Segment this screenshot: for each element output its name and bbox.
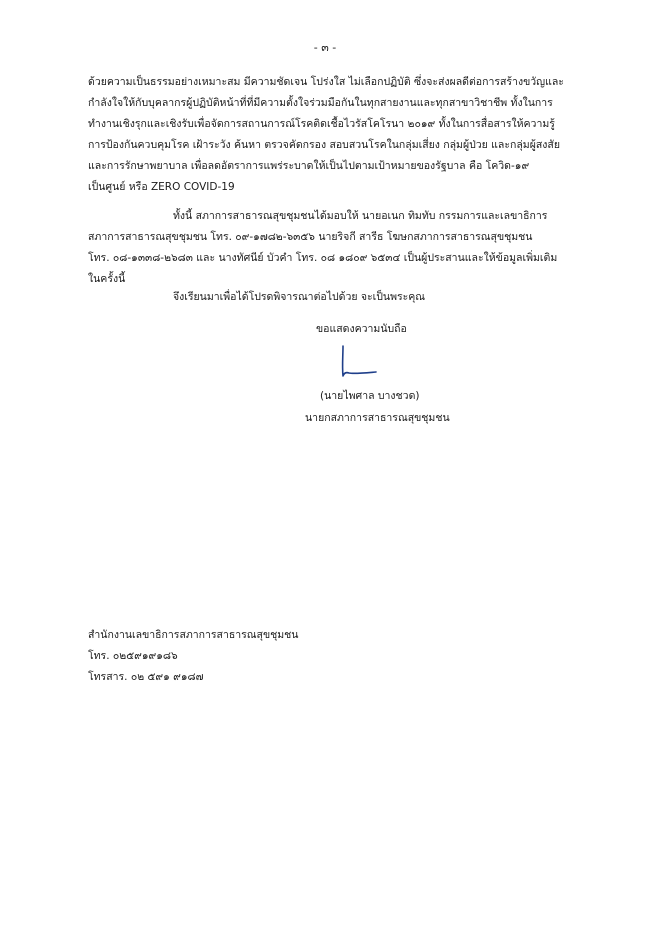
text-line: การป้องกันควบคุมโรค เฝ้าระวัง ค้นหา ตรวจคัดกรอง สอบสวนโรคในกลุ่มเสี่ยง กลุ่มผู้ป่วย และกลุ่มผู้สงสัย: [88, 139, 560, 151]
text-line: ในครั้งนี้: [88, 273, 126, 285]
closing-salutation: ขอแสดงความนับถือ: [316, 323, 407, 335]
signer-title: นายกสภาการสาธารณสุขชุมชน: [305, 412, 450, 424]
text-line: โทร. ๐๘-๑๓๓๘-๒๖๘๓ และ นางทัศนีย์ บัวคำ โทร. ๐๘ ๑๘๐๙ ๖๕๓๔ เป็นผู้ประสานและให้ข้อมูลเพิ่มเติม: [88, 252, 558, 264]
office-name: สำนักงานเลขาธิการสภาการสาธารณสุขชุมชน: [88, 629, 299, 641]
text-line: ด้วยความเป็นธรรมอย่างเหมาะสม มีความชัดเจน โปร่งใส ไม่เลือกปฏิบัติ ซึ่งจะส่งผลดีต่อการสร้างขวัญและ: [88, 76, 564, 88]
text-line: สภาการสาธารณสุขชุมชน โทร. ๐๙-๑๗๘๒-๖๓๕๖ นายริจกี สารีธ โฆษกสภาการสาธารณสุขชุมชน: [88, 231, 533, 243]
request-sentence: จึงเรียนมาเพื่อได้โปรดพิจารณาต่อไปด้วย จะเป็นพระคุณ: [173, 291, 426, 303]
office-contact-block: [88, 625, 299, 688]
handwritten-signature: [330, 342, 380, 382]
text-line: เป็นศูนย์ หรือ ZERO COVID-19: [88, 181, 235, 193]
text-line: กำลังใจให้กับบุคลากรผู้ปฏิบัติหน้าที่ที่มีความตั้งใจร่วมมือกันในทุกสายงานและทุกสาขาวิชาชีพ ทั้งในการ: [88, 97, 553, 109]
text-line: และการรักษาพยาบาล เพื่อลดอัตราการแพร่ระบาดให้เป็นไปตามเป้าหมายของรัฐบาล คือ โควิด-๑๙: [88, 160, 530, 172]
office-fax: โทรสาร. ๐๒ ๕๙๑ ๙๑๘๗: [88, 671, 204, 683]
office-phone: โทร. ๐๒๕๙๑๙๑๘๖: [88, 650, 178, 662]
text-line: ทั้งนี้ สภาการสาธารณสุขชุมชนได้มอบให้ นายอเนก ทิมทับ กรรมการและเลขาธิการ: [173, 210, 548, 222]
signer-name: (นายไพศาล บางชวด): [320, 390, 420, 402]
text-line: ทำงานเชิงรุกและเชิงรับเพื่อจัดการสถานการณ์โรคติดเชื้อไวรัสโคโรนา ๒๐๑๙ ทั้งในการสื่อสารให้ความรู้: [88, 118, 555, 130]
page-number: - ๓ -: [313, 41, 337, 54]
body-paragraph-1: [88, 72, 574, 198]
body-paragraph-2: [88, 206, 574, 290]
